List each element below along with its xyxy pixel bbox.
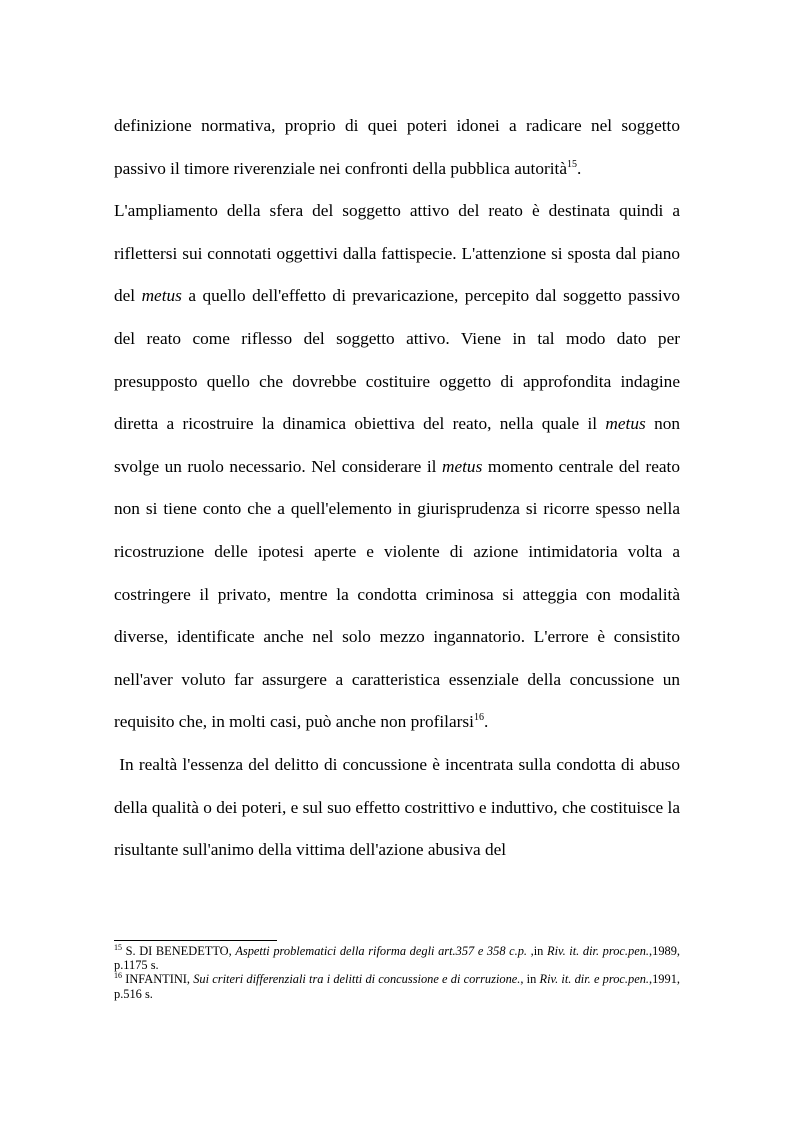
footnote-16: $^{16}$ INFANTINI, Sui criteri differenziali tra i delitti di concussione e di corruzione., in Riv. it. dir. e proc.pen.,1991, p.516 s.	[114, 971, 680, 1001]
footnote-15: $^{15}$ S. DI BENEDETTO, Aspetti problematici della riforma degli art.357 e 358 c.p. ,in Riv. it. dir. proc.pen.,1989, p.1175 s.	[114, 943, 681, 973]
footnote-ref-16[interactable]: 16	[473, 712, 484, 724]
paragraph-3: In realtà l'essenza del delitto di concussione è incentrata sulla condotta di abuso della qualità o dei poteri, e sul suo effetto costrittivo e induttivo, che costituisce la risultante sull'animo della vittima dell'azione abusiva del	[114, 754, 685, 860]
body-text	[114, 105, 685, 872]
footnotes	[114, 944, 680, 1001]
footnote-ref-15[interactable]: 15	[567, 158, 577, 170]
footnote-divider	[114, 940, 277, 941]
paragraph-2: L'ampliamento della sfera del soggetto attivo del reato è destinata quindi a riflettersi sui connotati oggettivi dalla fattispecie. L'attenzione si sposta dal piano del metus a quello dell'effetto di prevaricazione, percepito dal soggetto passivo del reato come riflesso del soggetto attivo. Viene in tal modo dato per presupposto quello che dovrebbe costituire oggetto di approfondita indagine diretta a ricostruire la dinamica obiettiva del reato, nella quale il metus non svolge un ruolo necessario. Nel considerare il metus momento centrale del reato non si tiene conto che a quell'elemento in giurisprudenza si ricorre spesso nella ricostruzione delle ipotesi aperte e violente di azione intimidatoria volta a costringere il privato, mentre la condotta criminosa si atteggia con modalità diverse, identificate anche nel solo mezzo ingannatorio. L'errore è consistito nell'aver voluto far assurgere a caratteristica essenziale della concussione un requisito che, in molti casi, può anche non profilarsi$^{16}$.	[114, 201, 680, 732]
paragraph-1: definizione normativa, proprio di quei poteri idonei a radicare nel soggetto passivo il timore riverenziale nei confronti della pubblica autorità$^{15}$.	[114, 116, 680, 178]
